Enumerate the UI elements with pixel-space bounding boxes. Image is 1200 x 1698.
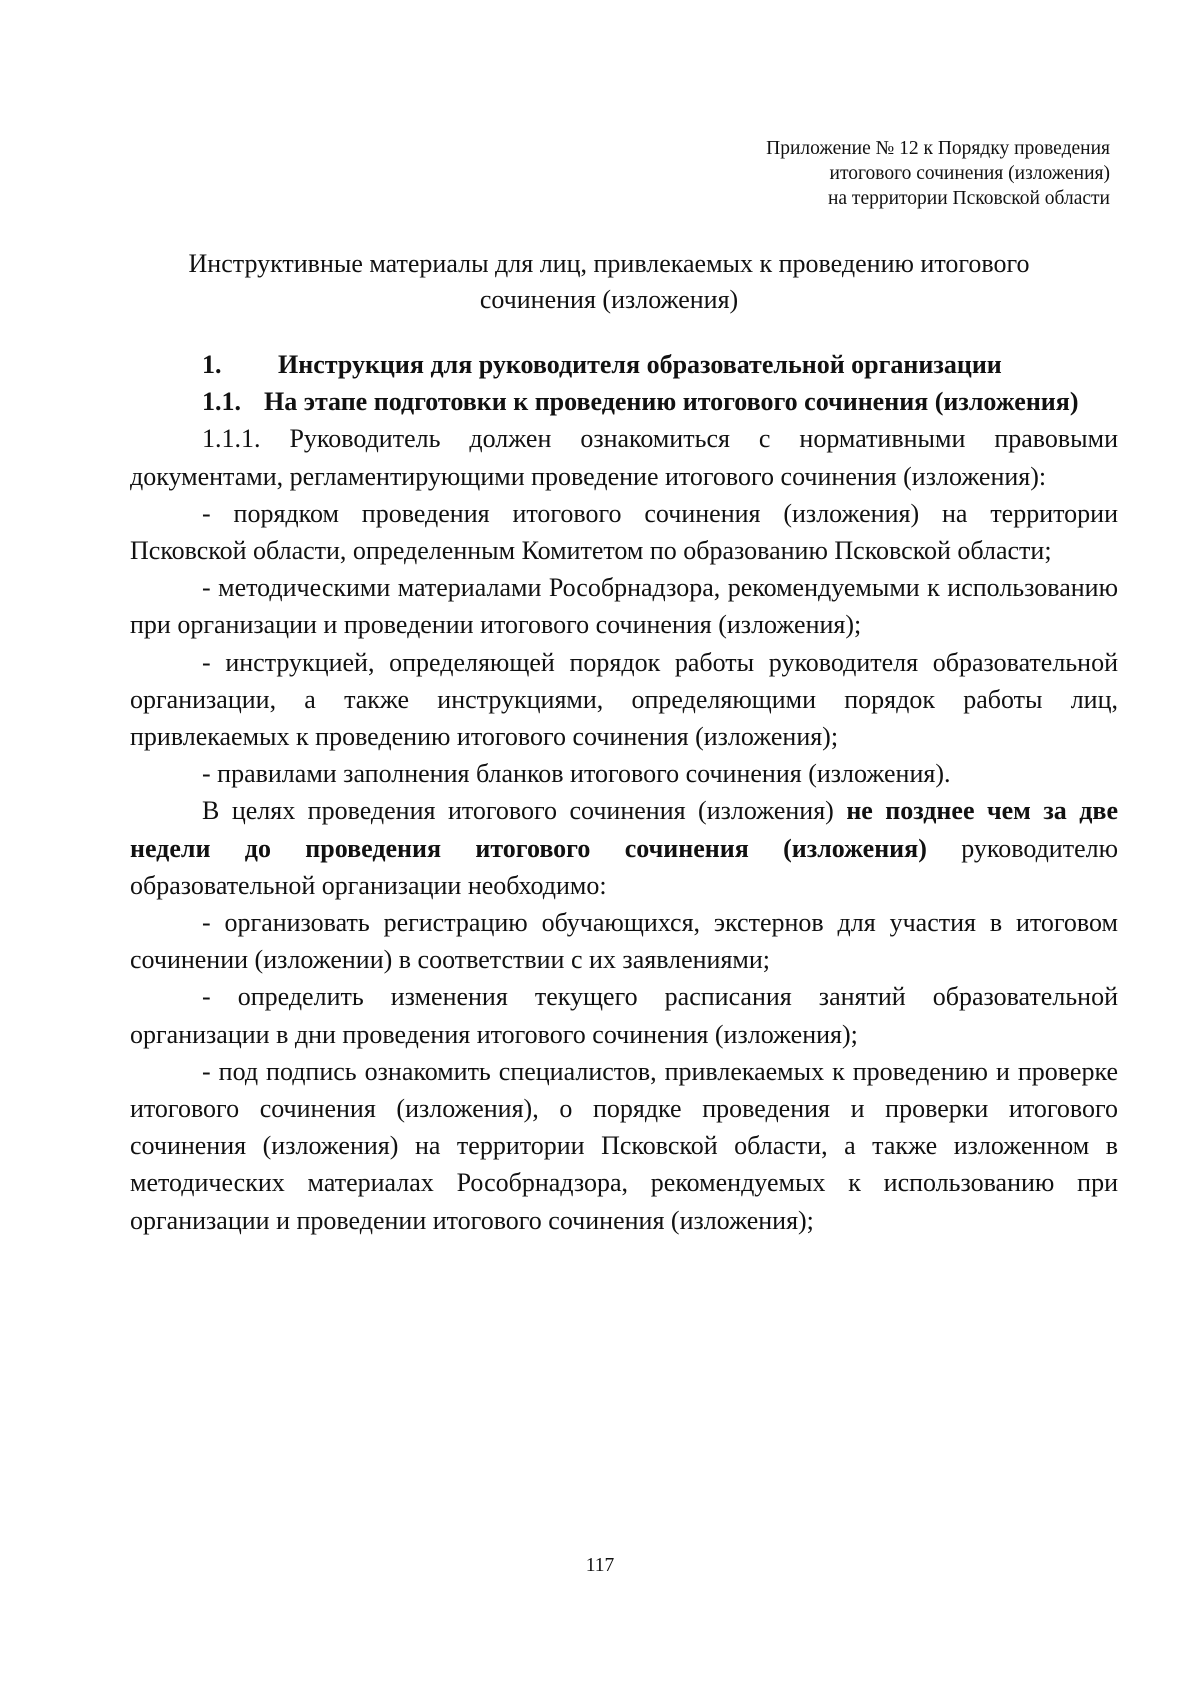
list-item-methodical-materials: - методическими материалами Рособрнадзора, рекомендуемыми к использованию при организации и проведении итогового сочинения (изложения); — [130, 573, 1118, 640]
appendix-line-3: на территории Псковской области — [827, 188, 1110, 209]
document-title-line-1: Инструктивные материалы для лиц, привлекаемых к проведению итогового — [188, 249, 1030, 278]
list-item-form-rules: - правилами заполнения бланков итогового сочинения (изложения). — [202, 759, 951, 789]
document-title — [130, 246, 1088, 318]
section-heading — [130, 346, 1118, 383]
appendix-line-1: Приложение № 12 к Порядку проведения — [766, 138, 1110, 159]
subsection-title: На этапе подготовки к проведению итогового сочинения (изложения) — [264, 387, 1079, 417]
list-item-instructions: - инструкцией, определяющей порядок работы руководителя образовательной организации, а также инструкциями, определяющими порядок работы лиц, привлекаемых к проведению итогового сочинения (изложения); — [130, 647, 1118, 752]
deadline-emphasis: не позднее чем за две недели до проведения итогового сочинения (изложения) — [130, 796, 1118, 863]
subsection-heading — [130, 383, 1118, 420]
appendix-line-2: итогового сочинения (изложения) — [829, 163, 1110, 184]
subsection-number: 1.1. — [202, 387, 241, 417]
page-number: 117 — [585, 1555, 615, 1576]
task-registration: - организовать регистрацию обучающихся, экстернов для участия в итоговом сочинении (изложении) в соответствии с их заявлениями; — [130, 908, 1118, 975]
task-acquaint-specialists: - под подпись ознакомить специалистов, привлекаемых к проведению и проверке итогового сочинения (изложения), о порядке проведения и проверки итогового сочинения (изложения) на территории Псковской области, а также изложенном в методических материалах Рособрнадзора, рекомендуемых к использованию при организации и проведении итогового сочинения (изложения); — [130, 1056, 1118, 1235]
deadline-paragraph — [130, 792, 1118, 904]
section-title: Инструкция для руководителя образовательной организации — [278, 350, 1002, 379]
paragraph-1-1-1: 1.1.1. Руководитель должен ознакомиться с нормативными правовыми документами, регламентирующими проведение итогового сочинения (изложения): — [130, 424, 1118, 491]
document-title-line-2: сочинения (изложения) — [479, 285, 739, 314]
deadline-intro: В целях проведения итогового сочинения (изложения) — [202, 796, 834, 826]
appendix-note — [766, 136, 1110, 211]
deadline-rest: руководителю образовательной организации необходимо: — [130, 833, 1119, 900]
task-schedule: - определить изменения текущего расписания занятий образовательной организации в дни проведения итогового сочинения (изложения); — [130, 982, 1118, 1049]
section-number: 1. — [202, 350, 222, 379]
document-body — [130, 346, 1118, 1239]
list-item-procedure: - порядком проведения итогового сочинения (изложения) на территории Псковской области, определенным Комитетом по образованию Псковской области; — [130, 498, 1118, 566]
